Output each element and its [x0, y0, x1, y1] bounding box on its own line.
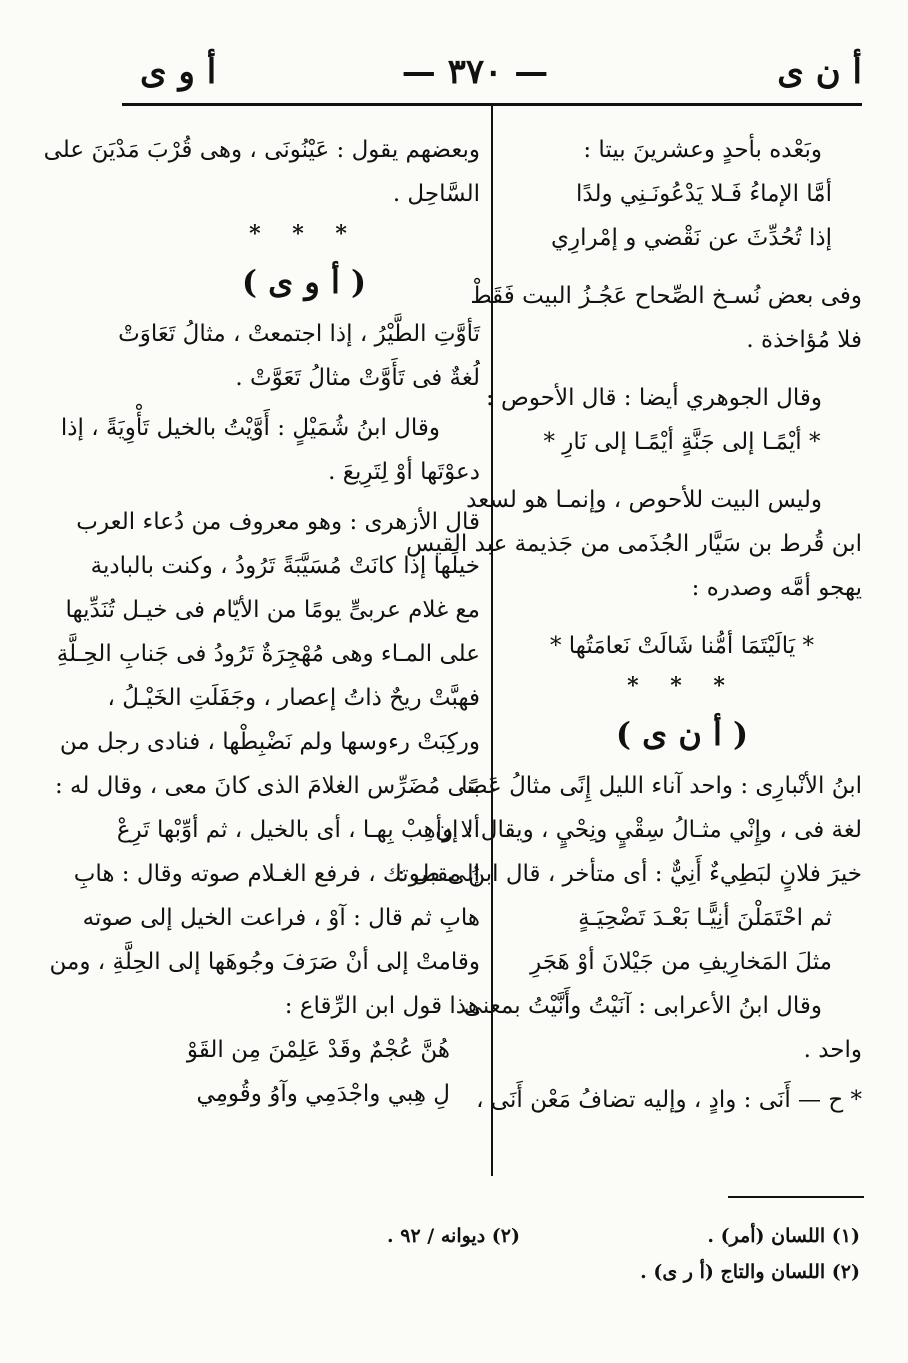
text-line: فلا مُؤاخذة .: [746, 327, 862, 353]
text-line: إلى صوتك ، فرفع الغـلام صوته وقال : هابِ: [73, 861, 480, 887]
footnote-rule: [728, 1196, 864, 1198]
verse-line: ثم احْتَمَلْنَ أنِيًّـا بَعْـدَ تَضْحِيَـةٍ: [578, 905, 832, 931]
text-line: وفى بعض نُسـخ الصِّحاح عَجُـزُ البيت فَقَطْ: [470, 283, 862, 309]
verse-line: مثلَ المَخارِيفِ من جَيْلانَ أوْ هَجَرِ: [530, 949, 832, 975]
text-line: مع غلام عربىٍّ يومًا من الأيّام فى خيـل تُنَدِّيها: [65, 597, 480, 623]
verse-line: هُنَّ عُجْمٌ وقَدْ عَلِمْنَ مِن القَوْ: [186, 1037, 450, 1063]
text-line: وليس البيت للأحوص ، وإنمـا هو لسعد: [466, 487, 822, 513]
text-line: وقال ابنُ الأعرابى : آنَيْتُ وأَنَّيْتُ بمعنى: [463, 993, 822, 1019]
section-separator: * * *: [627, 673, 737, 699]
section-heading: ( أ و ى ): [241, 263, 367, 301]
text-line: ابن قُرط بن سَيَّار الجُذَمى من جَذيمة عبد القيس: [406, 531, 862, 557]
section-heading: ( أ ن ى ): [615, 715, 749, 753]
text-line: وقال الجوهري أيضا : قال الأحوص :: [485, 385, 822, 411]
text-line: ألا وأهِبْ بِهـا ، أى بالخيل ، ثم أوِّبْها تَرِعْ: [116, 817, 480, 843]
text-line: دعوْتَها أوْ لِتَرِيعَ .: [328, 459, 480, 485]
running-head-right: أ ن ى: [777, 52, 862, 92]
text-line: * ح — أَنَى : وادٍ ، وإليه تضافُ مَعْن أَنَى ،: [476, 1087, 862, 1113]
running-head-left: أ و ى: [140, 52, 217, 92]
left-column: [43, 128, 480, 1116]
text-line: خيلَها إذا كانَتْ مُسَيَّبَةً تَرُودُ ، وكنت بالبادية: [90, 553, 480, 579]
page-number: — ٣٧٠ —: [401, 52, 549, 92]
verse-line: إذا تُحُدِّثَ عن نَقْضي و إمْرارِي: [551, 225, 832, 251]
text-line: على المـاء وهى مُهْجِرَةٌ تَرُودُ فى جَنابِ الحِـلَّةِ: [56, 641, 480, 667]
text-line: وقامتْ إلى أنْ صَرَفَ وجُوهَها إلى الحِلَّةِ ، ومن: [49, 949, 480, 975]
footnote: (٢) اللسان والتاج (أ ر ى) .: [640, 1261, 860, 1283]
verse-line: لِ هِبي واجْدَمِي وآوُ وقُومِي: [196, 1081, 450, 1107]
text-line: لغة فى ، وإِنْي مثـالُ سِقْيٍ ونِحْيٍ ، ويقال : إن: [435, 817, 862, 843]
text-line: يهجو أمَّه وصدره :: [691, 575, 862, 601]
verse-line: أمَّا الإماءُ فَـلا يَدْعُونَـنِي ولدًا: [576, 181, 832, 207]
verse-line: * أيْمًـا إلى جَنَّةٍ أيْمًـا إلى نَارِ *: [543, 429, 821, 455]
text-line: قال الأزهرى : وهو معروف من دُعاء العرب: [76, 509, 480, 535]
text-line: وبعضهم يقول : عَيْنُونَى ، وهى قُرْبَ مَدْيَنَ على: [43, 137, 480, 163]
text-line: وقال ابنُ شُمَيْلٍ : أَوَّيْتُ بالخيل تَأْوِيَةً ، إذا: [60, 415, 440, 441]
text-line: وبَعْده بأحدٍ وعشرينَ بيتا :: [583, 137, 822, 163]
text-line: واحد .: [803, 1037, 862, 1063]
text-line: وركِبَتْ رءوسها ولم نَضْبِطْها ، فنادى رجل من: [59, 729, 480, 755]
text-line: تَأوَّتِ الطَّيْرُ ، إذا اجتمعتْ ، مثالُ تَعَاوَتْ: [118, 321, 480, 347]
footnote: (٢) ديوانه / ٩٢ .: [387, 1225, 520, 1247]
text-line: خيرَ فلانٍ لبَطِيءٌ أَنِيٌّ : أى متأخر ، قال ابنُ مقبل :: [397, 861, 862, 887]
section-separator: * * *: [249, 221, 359, 247]
text-line: السَّاحِل .: [392, 181, 480, 207]
text-line: فهبَّتْ ريحٌ ذاتُ إعصار ، وجَفَلَتِ الخَيْـلُ ،: [107, 685, 480, 711]
footnotes-right: [560, 1218, 860, 1290]
footnote: (١) اللسان (أمر) .: [707, 1225, 860, 1247]
text-line: بنى مُضَرِّس الغلامَ الذى كانَ معى ، وقال له :: [54, 773, 480, 799]
text-line: هابِ ثم قال : آوْ ، فراعت الخيل إلى صوته: [82, 905, 480, 931]
text-line: ابنُ الأنْبارِى : واحد آناء الليل إِنًى مثالُ عَصًا: [461, 773, 862, 799]
text-line: هذا قول ابن الرِّقاع :: [284, 993, 480, 1019]
footnotes-left: [240, 1218, 520, 1254]
text-line: لُغةٌ فى تَأَوَّتْ مثالُ تَعَوَّتْ .: [235, 365, 480, 391]
verse-line: * يَالَيْتَمَا أمُّنا شَالَتْ نَعامَتُها *: [549, 633, 815, 659]
